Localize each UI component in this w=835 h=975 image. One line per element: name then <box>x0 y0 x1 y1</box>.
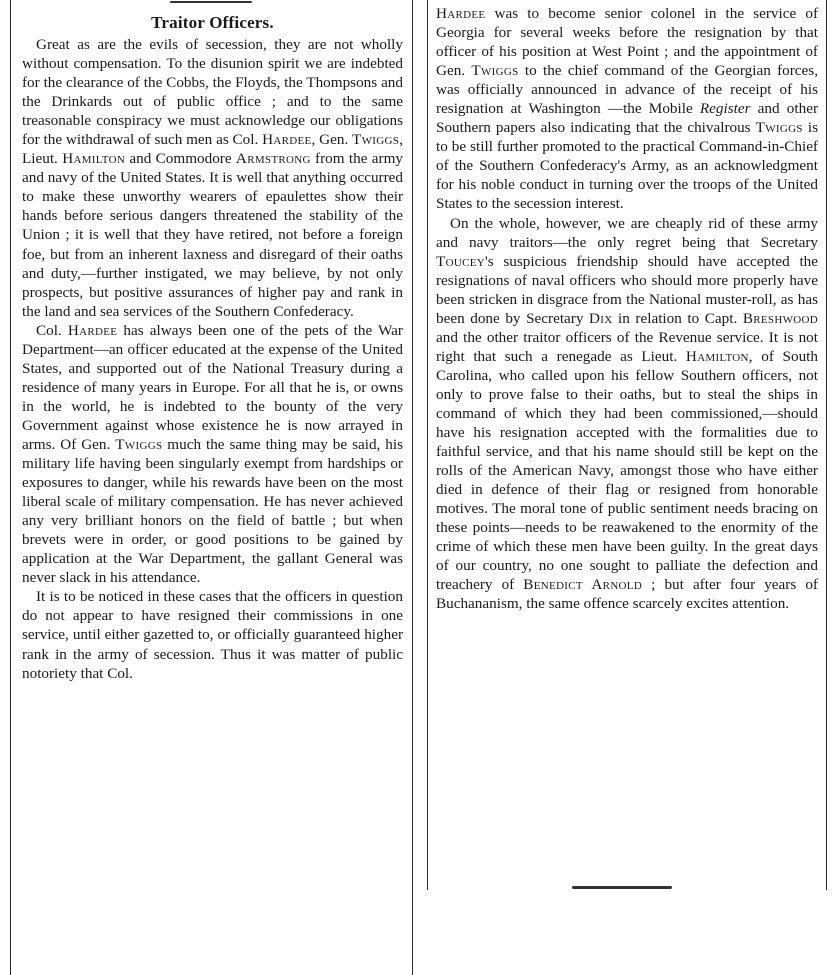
paragraph-text: was to become senior colonel in the service of Georgia for several weeks before the resignation by that officer of his position at West Point ; and the appointment of Gen. <box>436 5 818 80</box>
center-column-rule-inner <box>427 0 428 890</box>
paragraph-text: It is to be noticed in these cases that the officers in question do not appear to have resigned their commissions in one service, until either gazetted to, or officially guaranteed higher rank in the army of secession. Thus it was matter of public notoriety that Col. <box>22 588 403 682</box>
small-caps-name: Hardee <box>262 131 312 149</box>
small-caps-name: Breshwood <box>742 309 818 327</box>
small-caps-name: Hardee <box>67 321 118 339</box>
article-paragraph <box>436 214 818 614</box>
small-caps-name: Twiggs <box>755 119 803 137</box>
paragraph-text: from the army and navy of the United States. It is well that anything occurred to make these unworthy wearers of epaulettes show their hands before serious dangers threatened the stability of the Union ; it is well that they have retired, not before a foreign foe, but from an inherent laxness and disregard of their oaths and duty,—further instigated, we may believe, by not only prospects, but positive assurances of higher pay and rank in the land and sea services of the Southern Confederacy. <box>22 150 403 320</box>
paragraph-text: and the other traitor officers of the Revenue service. It is not right that such a renegade as Lieut. <box>436 328 818 365</box>
center-column-rule <box>412 0 413 975</box>
small-caps-name: Hamilton <box>62 150 126 168</box>
left-margin-rule <box>10 0 11 975</box>
article-paragraph <box>22 587 403 682</box>
left-column <box>22 4 403 683</box>
paragraph-text: ; but after four years of Buchananism, the same offence scarcely excites attention. <box>436 576 818 613</box>
paragraph-text: Great as are the evils of secession, they are not wholly without compensation. To the disunion spirit we are indebted for the clearance of the Cobbs, the Floyds, the Thompsons and the Drinkards out of public office ; and to the same treasonable conspiracy we must acknowledge our obligations for the withdrawal of such men as Col. <box>22 36 403 149</box>
small-caps-name: Hamilton <box>685 347 749 365</box>
paragraph-text: and Commodore <box>125 150 236 168</box>
small-caps-name: Twiggs <box>352 131 400 149</box>
paragraph-text: On the whole, however, we are cheaply rid of these army and navy traitors—the only regret being that Secretary <box>436 214 818 251</box>
paragraph-text: , Lieut. <box>22 131 403 168</box>
paragraph-text: in relation to Capt. <box>612 309 743 327</box>
small-caps-name: Benedict Arnold <box>523 576 643 594</box>
small-caps-name: Armstrong <box>235 150 311 168</box>
paragraph-text: Col. <box>36 321 68 339</box>
paragraph-text: , Gen. <box>311 131 353 149</box>
paragraph-text: , of South Carolina, who called upon his fellow Southern officers, not only to prove false to their oaths, but to steal the ships in command of which they had been commissioned,—should have his resignation accepted with the formalities due to faithful service, and that his name should still be kept on the rolls of the American Navy, amongst those who have either died in defence of their flag or resigned from honorable motives. The moral tone of public sentiment needs bracing on these points—needs to be reawakened to the enormity of the crime of which these men have been guilty. In the great days of our country, no one sought to palliate the defection and treachery of <box>436 347 818 594</box>
paragraph-text: to the chief command of the Georgian forces, was officially announced in advance of the receipt of his resignation at Washington —the Mobile <box>436 62 818 118</box>
end-ornament-rule <box>572 886 672 889</box>
left-column-body <box>22 35 403 683</box>
top-ornament-rule <box>170 1 252 3</box>
article-paragraph <box>436 4 818 214</box>
small-caps-name: Twiggs <box>115 435 163 453</box>
paragraph-text: and other Southern papers also indicating that the chivalrous <box>436 100 818 137</box>
small-caps-name: Hardee <box>436 5 486 22</box>
paragraph-text: is to be still further promoted to the practical Command-in-Chief of the Southern Confederacy's Army, as an acknowledgment for his noble conduct in turning over the troops of the United States to the secession interest. <box>436 119 818 213</box>
right-margin-rule <box>826 0 827 890</box>
small-caps-name: Twiggs <box>471 62 519 80</box>
right-column-body <box>436 4 818 614</box>
right-column <box>436 4 818 614</box>
article-paragraph <box>22 35 403 321</box>
italic-title: Register <box>699 100 751 118</box>
paragraph-text: much the same thing may be said, his military life having been singularly exempt from hardships or exposures to danger, while his rewards have been on the most liberal scale of military compensation. He has never achieved any very brilliant honors on the field of battle ; but when brevets were in order, or good positions to be gained by application at the War Department, the gallant General was never slack in his attendance. <box>22 435 403 587</box>
article-title: Traitor Officers. <box>151 13 274 32</box>
paragraph-text: 's suspicious friendship should have accepted the resignations of naval officers who should more properly have been stricken in disgrace from the National muster-roll, as has been done by Secretary <box>436 252 818 327</box>
paragraph-text: has always been one of the pets of the War Department—an officer educated at the expense of the United States, and supported out of the National Treasury during a residence of many years in Europe. For all that he is, or owns in the world, he is indebted to the bounty of the very Government against whose existence he is now arrayed in arms. Of Gen. <box>22 321 403 453</box>
small-caps-name: Toucey <box>436 252 485 270</box>
small-caps-name: Dix <box>589 309 613 327</box>
article-paragraph <box>22 321 403 588</box>
